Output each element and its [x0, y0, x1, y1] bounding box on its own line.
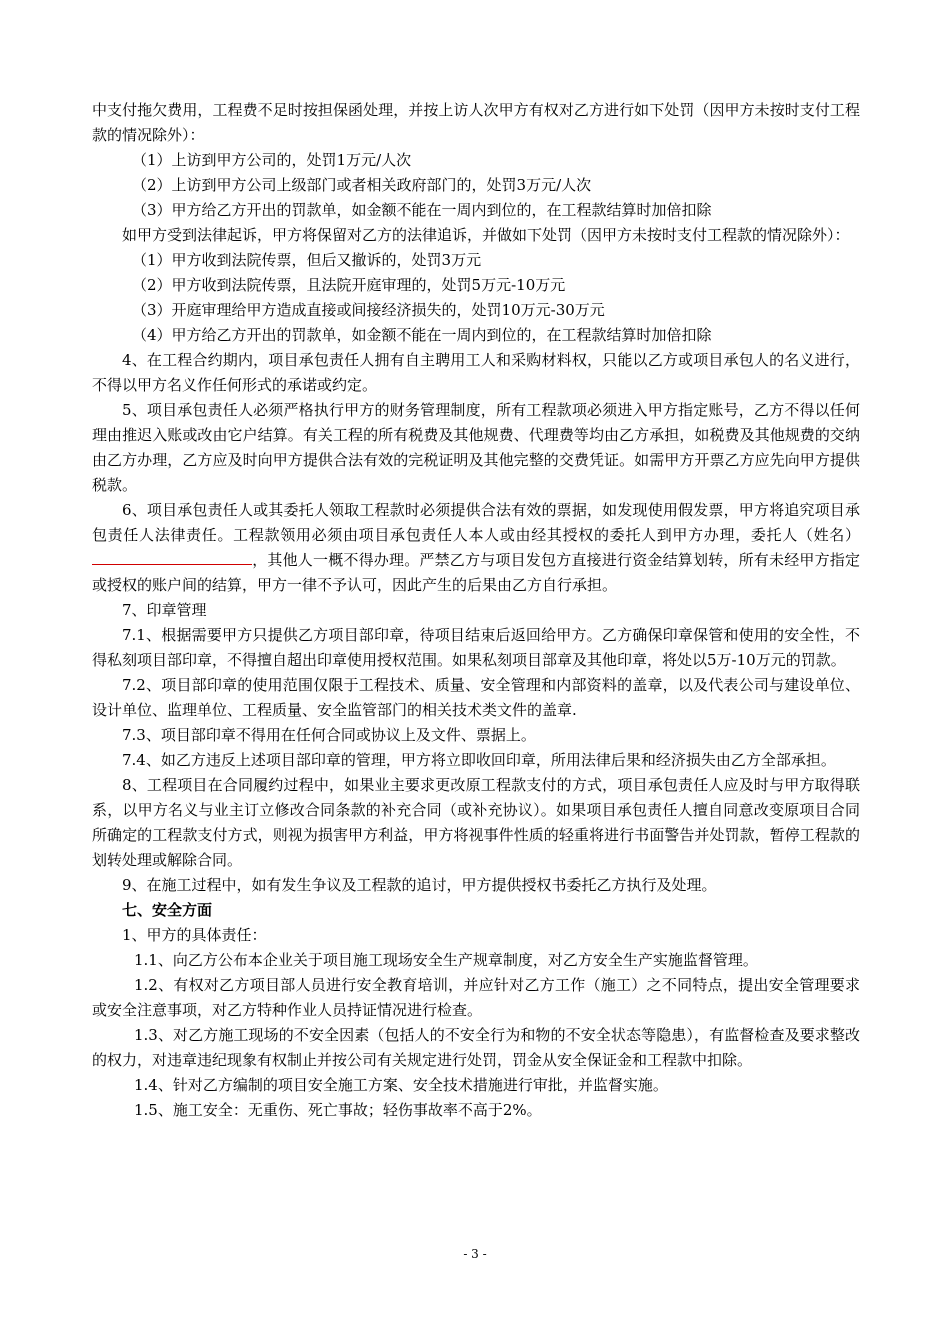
paragraph: 1、甲方的具体责任： [122, 926, 267, 944]
paragraph-6-payment-agent [92, 498, 860, 598]
paragraph: 7.3、项目部印章不得用在任何合同或协议上及文件、票据上。 [122, 726, 536, 744]
paragraph: （1）甲方收到法院传票，但后又撤诉的，处罚3万元 [132, 251, 482, 269]
paragraph: 中支付拖欠费用，工程费不足时按担保函处理，并按上访人次甲方有权对乙方进行如下处罚（因甲方未按时支付工程款的情况除外）： [92, 101, 860, 144]
paragraph-6-text-before: 6、项目承包责任人或其委托人领取工程款时必须提供合法有效的票据，如发现使用假发票，甲方将追究项目承包责任人法律责任。工程款领用必须由项目承包责任人本人或由经其授权的委托人到甲方办理，委托人（姓名） [92, 501, 860, 544]
paragraph: 8、工程项目在合同履约过程中，如果业主要求更改原工程款支付的方式，项目承包责任人应及时与甲方取得联系，以甲方名义与业主订立修改合同条款的补充合同（或补充协议）。如果项目承包责任人擅自同意改变原项目合同所确定的工程款支付方式，则视为损害甲方利益，甲方将视事件性质的轻重将进行书面警告并处罚款，暂停工程款的划转处理或解除合同。 [92, 776, 860, 869]
paragraph: （2）上访到甲方公司上级部门或者相关政府部门的，处罚3万元/人次 [132, 176, 592, 194]
paragraph: （1）上访到甲方公司的，处罚1万元/人次 [132, 151, 412, 169]
paragraph: 7.2、项目部印章的使用范围仅限于工程技术、质量、安全管理和内部资料的盖章，以及代表公司与建设单位、设计单位、监理单位、工程质量、安全监管部门的相关技术类文件的盖章. [92, 676, 860, 719]
paragraph: （2）甲方收到法院传票，且法院开庭审理的，处罚5万元-10万元 [132, 276, 566, 294]
paragraph: 如甲方受到法律起诉，甲方将保留对乙方的法律追诉，并做如下处罚（因甲方未按时支付工程款的情况除外）： [122, 226, 850, 244]
paragraph: 1.3、对乙方施工现场的不安全因素（包括人的不安全行为和物的不安全状态等隐患），有监督检查及要求整改的权力，对违章违纪现象有权制止并按公司有关规定进行处罚，罚金从安全保证金和工程款中扣除。 [92, 1026, 860, 1069]
paragraph: （3）开庭审理给甲方造成直接或间接经济损失的，处罚10万元-30万元 [132, 301, 605, 319]
paragraph: 7.4、如乙方违反上述项目部印章的管理，甲方将立即收回印章，所用法律后果和经济损失由乙方全部承担。 [122, 751, 836, 769]
section-heading: 七、安全方面 [122, 901, 213, 919]
paragraph: （4）甲方给乙方开出的罚款单，如金额不能在一周内到位的，在工程款结算时加倍扣除 [132, 326, 712, 344]
paragraph: 5、项目承包责任人必须严格执行甲方的财务管理制度，所有工程款项必须进入甲方指定账号，乙方不得以任何理由推迟入账或改由它户结算。有关工程的所有税费及其他规费、代理费等均由乙方承担，如税费及其他规费的交纳由乙方办理，乙方应及时向甲方提供合法有效的完税证明及其他完整的交费凭证。如需甲方开票乙方应先向甲方提供税款。 [92, 401, 860, 494]
document-body [92, 98, 860, 1123]
paragraph-6-text-after: ，其他人一概不得办理。严禁乙方与项目发包方直接进行资金结算划转，所有未经甲方指定或授权的账户间的结算，甲方一律不予认可，因此产生的后果由乙方自行承担。 [92, 551, 860, 594]
paragraph-group-penalties [92, 98, 860, 498]
paragraph: 7.1、根据需要甲方只提供乙方项目部印章，待项目结束后返回给甲方。乙方确保印章保管和使用的安全性，不得私刻项目部印章，不得擅自超出印章使用授权范围。如果私刻项目部章及其他印章，将处以5万-10万元的罚款。 [92, 626, 860, 669]
paragraph: 1.2、有权对乙方项目部人员进行安全教育培训，并应针对乙方工作（施工）之不同特点，提出安全管理要求或安全注意事项，对乙方特种作业人员持证情况进行检查。 [92, 976, 860, 1019]
paragraph: 4、在工程合约期内，项目承包责任人拥有自主聘用工人和采购材料权，只能以乙方或项目承包人的名义进行，不得以甲方名义作任何形式的承诺或约定。 [92, 351, 860, 394]
paragraph: 9、在施工过程中，如有发生争议及工程款的追讨，甲方提供授权书委托乙方执行及处理。 [122, 876, 717, 894]
paragraph: （3）甲方给乙方开出的罚款单，如金额不能在一周内到位的，在工程款结算时加倍扣除 [132, 201, 712, 219]
paragraph: 1.4、针对乙方编制的项目安全施工方案、安全技术措施进行审批，并监督实施。 [134, 1076, 668, 1094]
page-number: - 3 - [463, 1247, 487, 1261]
paragraph: 1.5、施工安全：无重伤、死亡事故；轻伤事故率不高于2%。 [134, 1101, 542, 1119]
paragraph: 7、印章管理 [122, 601, 207, 619]
paragraph-group-seal-and-safety [92, 598, 860, 1123]
agent-name-blank[interactable] [92, 550, 252, 565]
paragraph: 1.1、向乙方公布本企业关于项目施工现场安全生产规章制度，对乙方安全生产实施监督管理。 [134, 951, 758, 969]
